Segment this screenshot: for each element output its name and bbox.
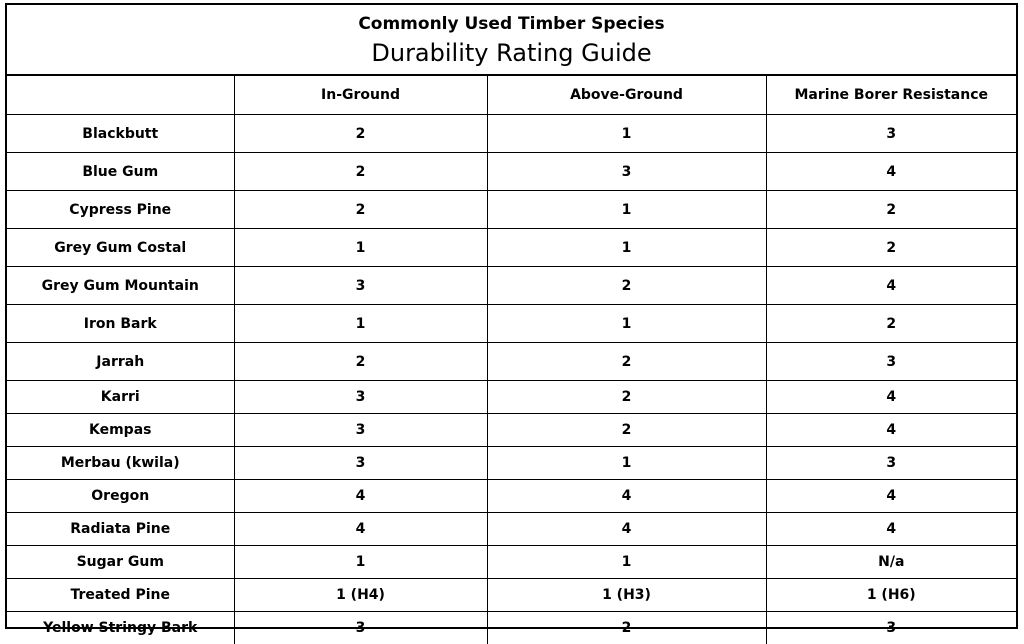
cell-marine-borer: 2 [766,305,1016,343]
header-above-ground: Above-Ground [487,76,766,115]
cell-marine-borer: 4 [766,153,1016,191]
cell-species: Yellow Stringy Bark [7,612,234,644]
cell-marine-borer: 4 [766,480,1016,513]
cell-above-ground: 2 [487,343,766,381]
cell-in-ground: 4 [234,480,487,513]
cell-in-ground: 3 [234,447,487,480]
header-species [7,76,234,115]
table-row [7,447,1016,480]
durability-table [7,76,1016,644]
table-row [7,115,1016,153]
cell-species: Iron Bark [7,305,234,343]
cell-in-ground: 1 [234,546,487,579]
cell-species: Merbau (kwila) [7,447,234,480]
cell-above-ground: 1 [487,229,766,267]
cell-in-ground: 2 [234,343,487,381]
cell-above-ground: 1 [487,447,766,480]
cell-marine-borer: 1 (H6) [766,579,1016,612]
cell-in-ground: 3 [234,414,487,447]
cell-in-ground: 1 [234,229,487,267]
cell-in-ground: 4 [234,513,487,546]
table-row [7,343,1016,381]
guide-title: Commonly Used Timber Species [7,5,1016,34]
cell-species: Oregon [7,480,234,513]
cell-marine-borer: 4 [766,513,1016,546]
cell-above-ground: 1 (H3) [487,579,766,612]
header-in-ground: In-Ground [234,76,487,115]
cell-in-ground: 2 [234,153,487,191]
table-row [7,381,1016,414]
cell-species: Blue Gum [7,153,234,191]
cell-above-ground: 1 [487,191,766,229]
table-row [7,546,1016,579]
cell-species: Radiata Pine [7,513,234,546]
cell-in-ground: 1 (H4) [234,579,487,612]
cell-marine-borer: 3 [766,115,1016,153]
guide-subtitle: Durability Rating Guide [7,38,1016,68]
cell-above-ground: 2 [487,414,766,447]
cell-in-ground: 3 [234,381,487,414]
cell-species: Treated Pine [7,579,234,612]
cell-above-ground: 2 [487,612,766,644]
title-block [7,5,1016,76]
cell-above-ground: 1 [487,305,766,343]
cell-species: Grey Gum Mountain [7,267,234,305]
cell-marine-borer: N/a [766,546,1016,579]
table-row [7,513,1016,546]
cell-species: Blackbutt [7,115,234,153]
cell-species: Grey Gum Costal [7,229,234,267]
cell-in-ground: 2 [234,115,487,153]
cell-above-ground: 1 [487,115,766,153]
cell-above-ground: 3 [487,153,766,191]
table-row [7,579,1016,612]
cell-species: Jarrah [7,343,234,381]
table-row [7,305,1016,343]
cell-species: Kempas [7,414,234,447]
cell-above-ground: 2 [487,381,766,414]
table-row [7,191,1016,229]
durability-guide-frame [5,3,1018,629]
cell-above-ground: 2 [487,267,766,305]
cell-in-ground: 2 [234,191,487,229]
cell-marine-borer: 4 [766,414,1016,447]
table-row [7,267,1016,305]
cell-marine-borer: 3 [766,612,1016,644]
cell-species: Cypress Pine [7,191,234,229]
table-row [7,153,1016,191]
cell-marine-borer: 2 [766,191,1016,229]
cell-above-ground: 1 [487,546,766,579]
cell-above-ground: 4 [487,513,766,546]
cell-above-ground: 4 [487,480,766,513]
cell-in-ground: 3 [234,612,487,644]
cell-in-ground: 1 [234,305,487,343]
cell-marine-borer: 4 [766,267,1016,305]
cell-marine-borer: 2 [766,229,1016,267]
cell-species: Sugar Gum [7,546,234,579]
table-row [7,480,1016,513]
cell-marine-borer: 3 [766,447,1016,480]
table-row [7,229,1016,267]
header-row [7,76,1016,115]
cell-marine-borer: 4 [766,381,1016,414]
table-body [7,115,1016,644]
cell-in-ground: 3 [234,267,487,305]
cell-marine-borer: 3 [766,343,1016,381]
header-marine-borer: Marine Borer Resistance [766,76,1016,115]
table-row [7,612,1016,644]
table-row [7,414,1016,447]
cell-species: Karri [7,381,234,414]
